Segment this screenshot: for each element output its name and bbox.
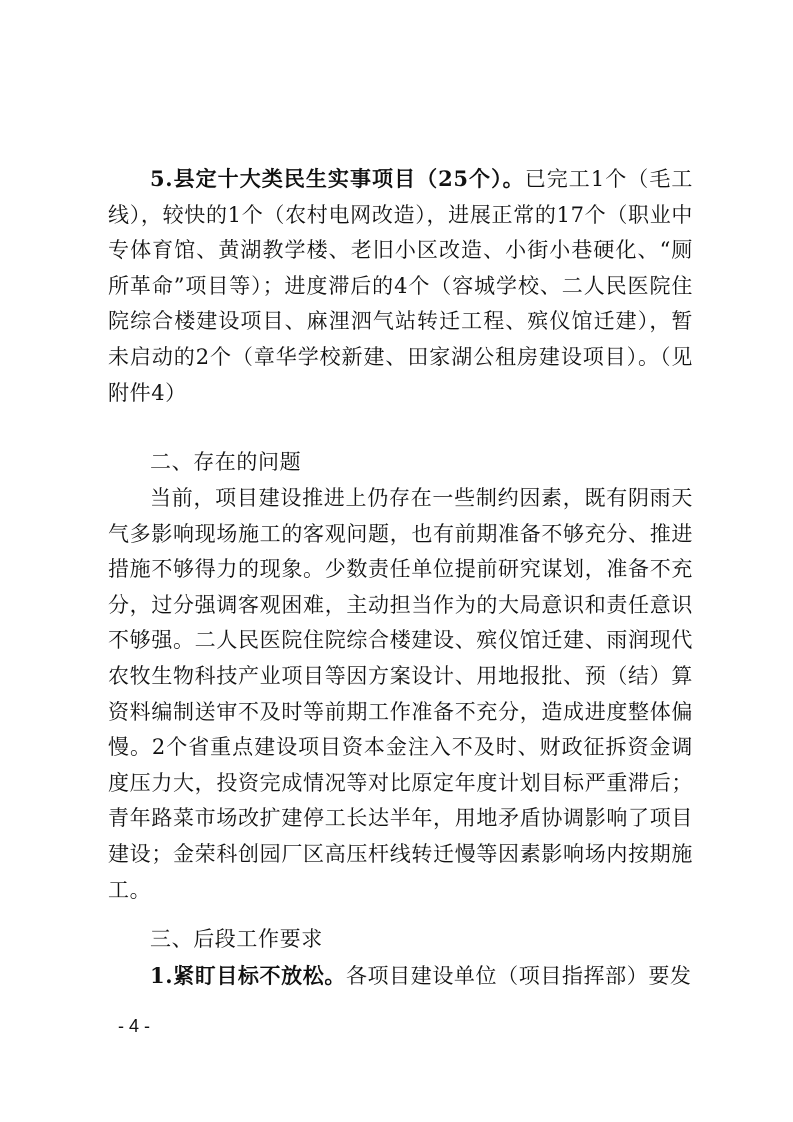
item5-heading: 5.县定十大类民生实事项目（25个）。: [150, 166, 525, 191]
item5-paragraph: [108, 161, 693, 411]
requirements-heading: 三、后段工作要求: [150, 927, 323, 951]
requirements-item1-heading: 1.紧盯目标不放松。: [150, 963, 346, 988]
requirements-item1-paragraph: [108, 958, 693, 995]
page-number: - 4 -: [118, 1016, 151, 1036]
requirements-item1-body: 各项目建设单位（项目指挥部）要发: [345, 964, 692, 988]
item5-body: 已完工1个（毛工线），较快的1个（农村电网改造），进展正常的17个（职业中专体育馆、黄湖教学楼、老旧小区改造、小街小巷硬化、“厕所革命”项目等）；进度滞后的4个（容城学校、二人民医院住院综合楼建设项目、麻浬泗气站转迁工程、殡仪馆迁建），暂未启动的2个（章华学校新建、田家湖公租房建设项目）。（见附件4）: [108, 167, 693, 405]
problems-paragraph: 当前，项目建设推进上仍存在一些制约因素，既有阴雨天气多影响现场施工的客观问题，也有前期准备不够充分、推进措施不够得力的现象。少数责任单位提前研究谋划，准备不充分，过分强调客观困难，主动担当作为的大局意识和责任意识不够强。二人民医院住院综合楼建设、殡仪馆迁建、雨润现代农牧生物科技产业项目等因方案设计、用地报批、预（结）算资料编制送审不及时等前期工作准备不充分，造成进度整体偏慢。2个省重点建设项目资本金注入不及时、财政征拆资金调度压力大，投资完成情况等对比原定年度计划目标严重滞后；青年路菜市场改扩建停工长达半年，用地矛盾协调影响了项目建设；金荣科创园厂区高压杆线转迁慢等因素影响场内按期施工。: [108, 486, 693, 902]
problems-heading: 二、存在的问题: [150, 450, 302, 474]
